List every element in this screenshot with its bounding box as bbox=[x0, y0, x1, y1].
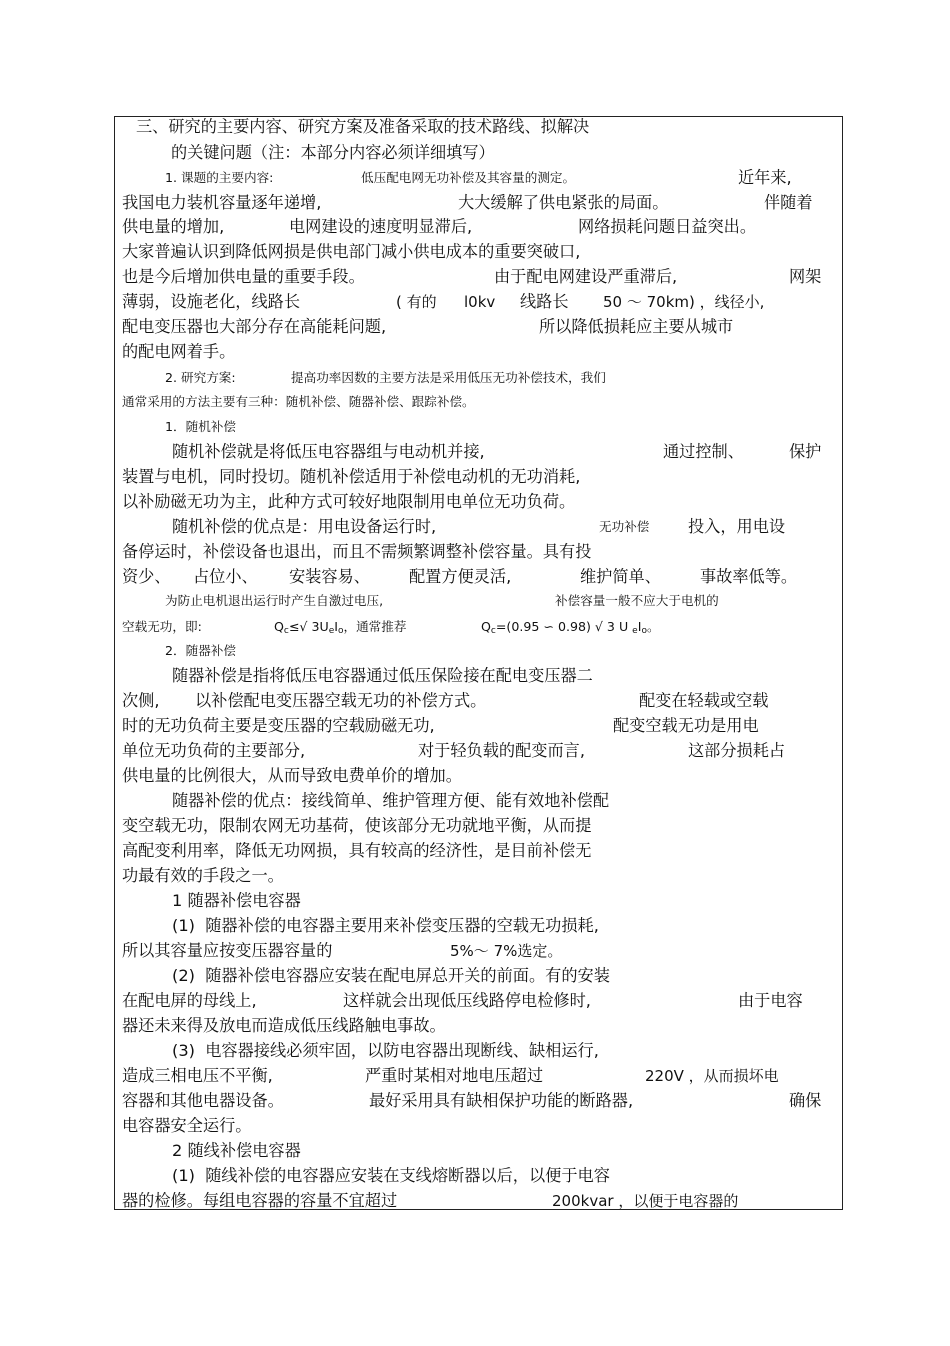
s1-text: l0kv bbox=[464, 293, 496, 311]
formula-symbol: Q bbox=[481, 619, 491, 634]
cap1-text: (1) 随器补偿的电容器主要用来补偿变压器的空载无功损耗, bbox=[172, 916, 599, 935]
s2-label: 2. 研究方案: bbox=[165, 370, 236, 385]
transformer-text: 这部分损耗占 bbox=[688, 741, 786, 760]
random-text: 占位小、 bbox=[193, 567, 258, 586]
cap1-text: 5%～ 7%选定。 bbox=[450, 942, 563, 960]
s1-text: 的配电网着手。 bbox=[122, 342, 236, 361]
formula-subscript: o bbox=[337, 626, 344, 636]
transformer-text: 功最有效的手段之一。 bbox=[122, 866, 284, 885]
s1-text: 电网建设的速度明显滞后, bbox=[289, 217, 473, 236]
cap1-text: 器还未来得及放电而造成低压线路触电事故。 bbox=[122, 1016, 446, 1035]
section-heading-line-2: 的关键问题（注：本部分内容必须详细填写） bbox=[171, 143, 495, 162]
cap1-text: 严重时某相对地电压超过 bbox=[365, 1066, 544, 1085]
formula-symbol: I bbox=[637, 619, 642, 634]
cap1-text: 容器和其他电器设备。 bbox=[122, 1091, 284, 1110]
cap1-text: 220V ，从而损坏电 bbox=[645, 1067, 779, 1085]
cap1-text: 造成三相电压不平衡, bbox=[122, 1066, 273, 1085]
random-text: 投入，用电设 bbox=[688, 517, 786, 536]
formula-subscript: e bbox=[328, 626, 335, 636]
s1-text: 由于配电网建设严重滞后, bbox=[494, 267, 678, 286]
transformer-text: 对于轻负载的配变而言, bbox=[418, 741, 586, 760]
s1-text: 网络损耗问题日益突出。 bbox=[578, 217, 757, 236]
s2-text: 通常采用的方法主要有三种：随机补偿、随器补偿、跟踪补偿。 bbox=[122, 394, 475, 409]
formula-text: =(0.95 ∽ 0.98) √ 3 U bbox=[495, 619, 633, 634]
cap1-text: (3) 电容器接线必须牢固，以防电容器出现断线、缺相运行, bbox=[172, 1041, 599, 1060]
transformer-text: 次侧, bbox=[122, 691, 160, 710]
transformer-text: 变空载无功，限制农网无功基荷，使该部分无功就地平衡，从而提 bbox=[122, 816, 592, 835]
section-heading-line-1: 三、研究的主要内容、研究方案及准备采取的技术路线、拟解决 bbox=[136, 117, 590, 136]
transformer-text: 随器补偿是指将低压电容器通过低压保险接在配电变压器二 bbox=[172, 666, 593, 685]
random-text: 无功补偿 bbox=[599, 519, 650, 534]
transformer-text: 配变空载无功是用电 bbox=[613, 716, 759, 735]
formula-subscript: c bbox=[490, 626, 496, 636]
transformer-text: 供电量的比例很大，从而导致电费单价的增加。 bbox=[122, 766, 462, 785]
cap1-text: 电容器安全运行。 bbox=[122, 1116, 252, 1135]
transformer-text: 单位无功负荷的主要部分, bbox=[122, 741, 306, 760]
s1-text: 大大缓解了供电紧张的局面。 bbox=[458, 193, 669, 212]
formula-text: ，通常推荐 bbox=[343, 619, 407, 634]
cap1-title: 1 随器补偿电容器 bbox=[172, 891, 301, 910]
s1-text: 我国电力装机容量逐年递增, bbox=[122, 193, 322, 212]
cap2-text: 器的检修。每组电容器的容量不宜超过 bbox=[122, 1191, 398, 1210]
random-text: 保护 bbox=[789, 442, 822, 461]
random-text: 随机补偿的优点是：用电设备运行时, bbox=[172, 517, 437, 536]
transformer-title: 2．随器补偿 bbox=[165, 643, 236, 658]
random-text: 备停运时，补偿设备也退出，而且不需频繁调整补偿容量。具有投 bbox=[122, 542, 592, 561]
formula-symbol: I bbox=[334, 619, 338, 634]
cap2-title: 2 随线补偿电容器 bbox=[172, 1141, 301, 1160]
s1-text: 50 ～ 70km) ，线径小, bbox=[603, 293, 765, 311]
cap2-text: (1) 随线补偿的电容器应安装在支线熔断器以后，以便于电容 bbox=[172, 1166, 610, 1185]
random-text: 维护简单、 bbox=[580, 567, 661, 586]
random-text: 通过控制、 bbox=[663, 442, 744, 461]
formula-subscript: e bbox=[632, 626, 638, 636]
formula-subscript: c bbox=[283, 626, 289, 636]
formula-subscript: o bbox=[641, 626, 647, 636]
random-text: 为防止电机退出运行时产生自激过电压, bbox=[165, 593, 384, 608]
cap1-text: 确保 bbox=[789, 1091, 822, 1110]
random-text: 事故率低等。 bbox=[700, 567, 798, 586]
random-text: 补偿容量一般不应大于电机的 bbox=[555, 593, 719, 608]
formula-line bbox=[274, 621, 406, 636]
transformer-text: 时的无功负荷主要是变压器的空载励磁无功, bbox=[122, 716, 435, 735]
s1-label: 1. 课题的主要内容: bbox=[165, 170, 274, 185]
cap1-text: 在配电屏的母线上, bbox=[122, 991, 257, 1010]
random-text: 配置方便灵活, bbox=[409, 567, 512, 586]
transformer-text: 随器补偿的优点：接线简单、维护管理方便、能有效地补偿配 bbox=[172, 791, 610, 810]
s1-text: 配电变压器也大部分存在高能耗问题, bbox=[122, 317, 387, 336]
s1-text: 线路长 bbox=[520, 292, 569, 311]
s1-text: 近年来, bbox=[738, 168, 792, 187]
cap1-text: 这样就会出现低压线路停电检修时, bbox=[343, 991, 591, 1010]
transformer-text: 配变在轻载或空载 bbox=[639, 691, 769, 710]
random-text: 以补励磁无功为主，此种方式可较好地限制用电单位无功负荷。 bbox=[122, 492, 576, 511]
formula-text: ≤√ 3U bbox=[288, 619, 329, 634]
formula-line bbox=[481, 621, 660, 636]
s1-text: 也是今后增加供电量的重要手段。 bbox=[122, 267, 365, 286]
random-text: 装置与电机，同时投切。随机补偿适用于补偿电动机的无功消耗, bbox=[122, 467, 581, 486]
cap1-text: (2) 随器补偿电容器应安装在配电屏总开关的前面。有的安装 bbox=[172, 966, 610, 985]
s1-text: 薄弱，设施老化，线路长 bbox=[122, 292, 301, 311]
s1-text: 网架 bbox=[789, 267, 822, 286]
s1-text: 伴随着 bbox=[764, 193, 813, 212]
formula-symbol: Q bbox=[274, 619, 284, 634]
s1-text: ( 有的 bbox=[396, 293, 437, 311]
s2-text: 提高功率因数的主要方法是采用低压无功补偿技术，我们 bbox=[291, 370, 606, 385]
cap1-text: 最好采用具有缺相保护功能的断路器, bbox=[369, 1091, 634, 1110]
s1-text: 所以降低损耗应主要从城市 bbox=[539, 317, 734, 336]
cap1-text: 所以其容量应按变压器容量的 bbox=[122, 941, 333, 960]
random-text: 空载无功，即: bbox=[122, 619, 202, 634]
random-title: 1．随机补偿 bbox=[165, 419, 236, 434]
random-text: 随机补偿就是将低压电容器组与电动机并接, bbox=[172, 442, 485, 461]
transformer-text: 以补偿配电变压器空载无功的补偿方式。 bbox=[195, 691, 487, 710]
random-text: 安装容易、 bbox=[289, 567, 370, 586]
random-text: 资少、 bbox=[122, 567, 171, 586]
s1-text: 供电量的增加, bbox=[122, 217, 225, 236]
s1-text: 大家普遍认识到降低网损是供电部门减小供电成本的重要突破口, bbox=[122, 242, 581, 261]
cap1-text: 由于电容 bbox=[738, 991, 803, 1010]
cap2-text: 200kvar ，以便于电容器的 bbox=[552, 1192, 739, 1210]
s1-topic: 低压配电网无功补偿及其容量的测定。 bbox=[361, 170, 576, 185]
transformer-text: 高配变利用率，降低无功网损，具有较高的经济性，是目前补偿无 bbox=[122, 841, 592, 860]
formula-text: 。 bbox=[646, 619, 660, 634]
